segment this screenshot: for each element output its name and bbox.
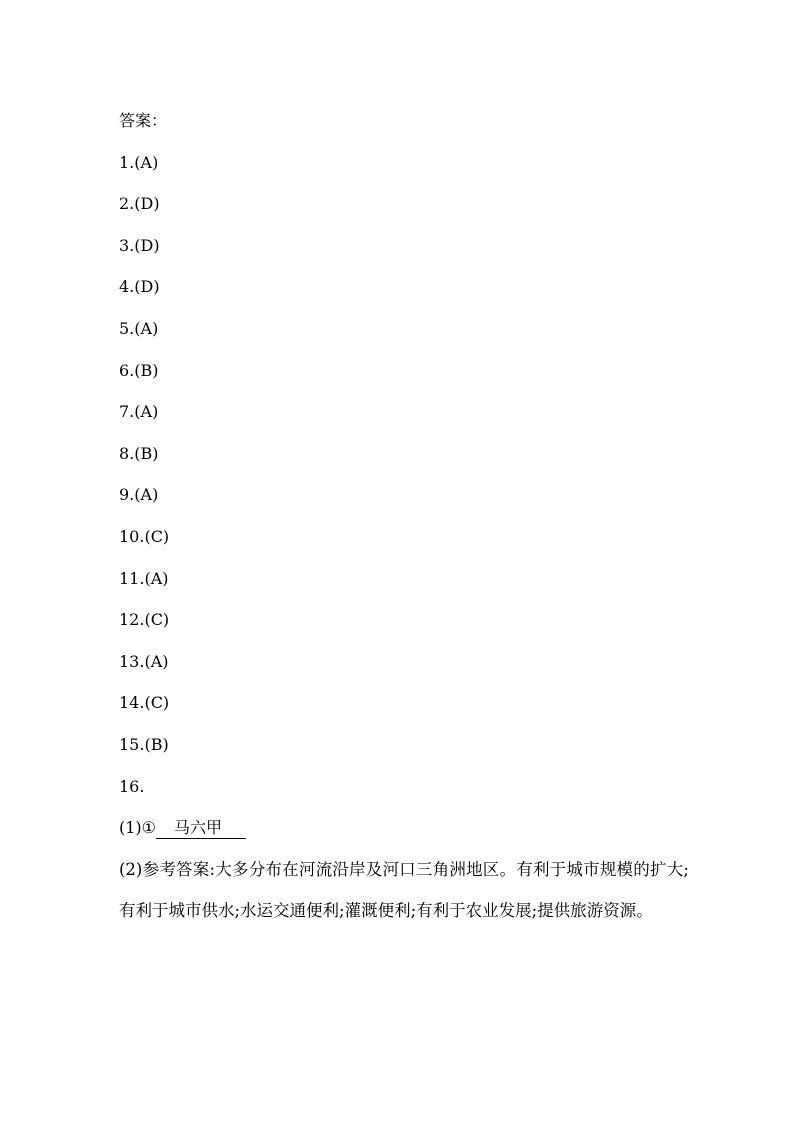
answer-sheet [119,100,689,932]
answer-item: 4.(D) [119,277,160,297]
answer-item: 1.(A) [119,152,159,172]
answer-heading: 答案： [119,111,168,130]
answer-item: 11.(A) [119,568,169,588]
answer-item: 15.(B) [119,734,169,754]
answer-item: 13.(A) [119,651,169,671]
question-16-part-1 [119,807,689,849]
answer-item: 6.(B) [119,360,159,380]
answer-item: 9.(A) [119,485,159,505]
answer-item: 14.(C) [119,693,170,713]
answer-item: 3.(D) [119,235,160,255]
answer-item: 5.(A) [119,318,159,338]
part-1-answer-blank: 马六甲 [156,818,246,839]
answer-item: 12.(C) [119,610,170,630]
answer-item: 2.(D) [119,194,160,214]
answer-item: 7.(A) [119,402,159,422]
answer-item: 8.(B) [119,443,159,463]
question-16-number: 16. [119,776,145,796]
answer-list [119,142,689,766]
part-1-prefix: (1)① [119,818,157,838]
question-16-part-2: (2)参考答案:大多分布在河流沿岸及河口三角洲地区。有利于城市规模的扩大;有利于城市供水;水运交通便利;灌溉便利;有利于农业发展;提供旅游资源。 [119,859,689,921]
answer-item: 10.(C) [119,526,170,546]
